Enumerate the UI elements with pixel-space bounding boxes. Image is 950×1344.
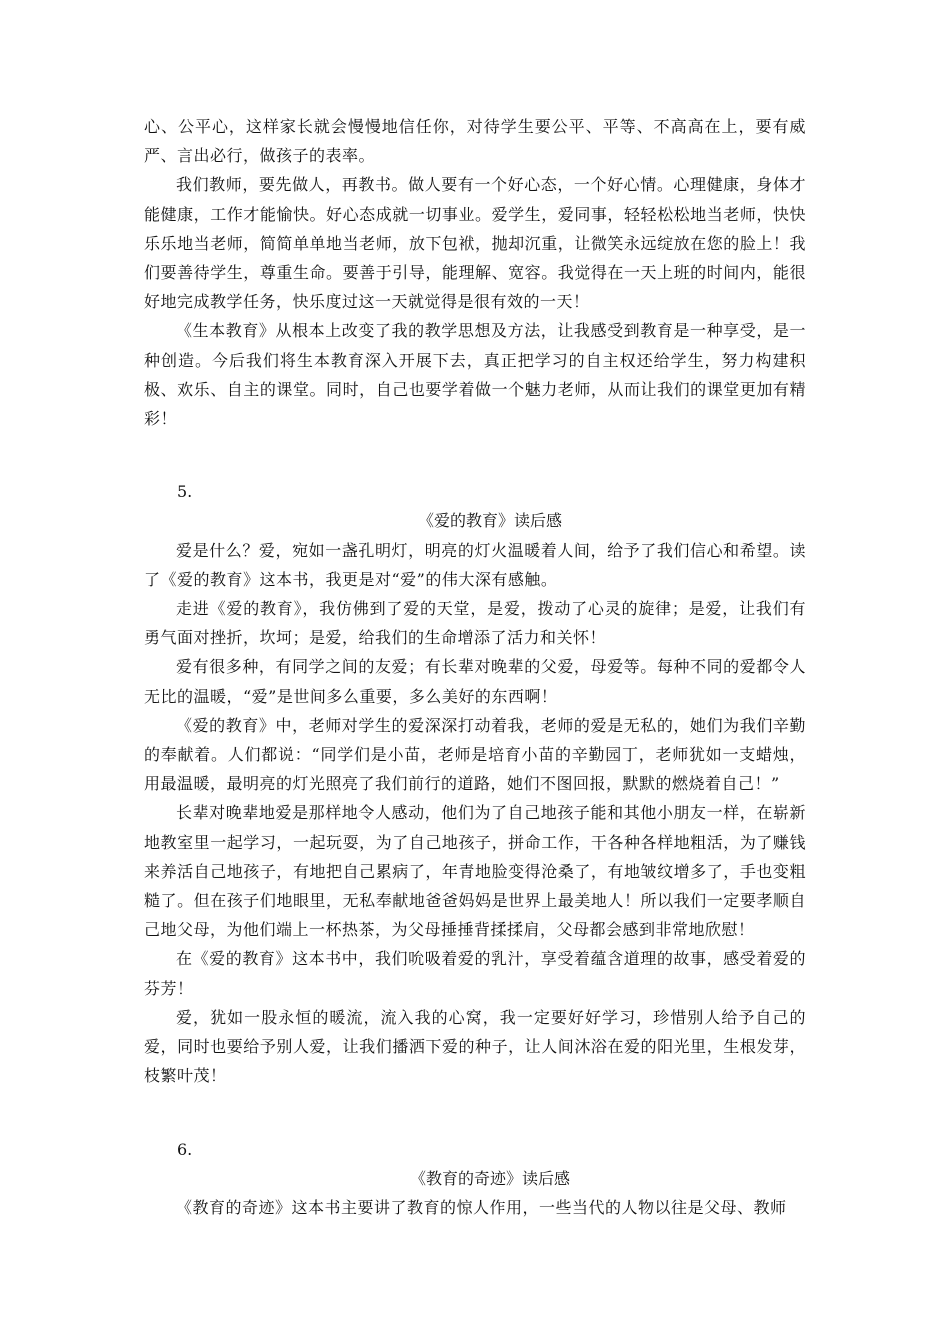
paragraph: 《生本教育》从根本上改变了我的教学思想及方法，让我感受到教育是一种享受，是一种创造。今后我们将生本教育深入开展下去，真正把学习的自主权还给学生，努力构建积极、欢乐、自主的课堂。同时，自己也要学着做一个魅力老师，从而让我们的课堂更加有精彩！ [144,321,806,429]
paragraph: 在《爱的教育》这本书中，我们吮吸着爱的乳汁，享受着蕴含道理的故事，感受着爱的芬芳！ [144,949,806,998]
paragraph: 《爱的教育》中，老师对学生的爱深深打动着我，老师的爱是无私的，她们为我们辛勤的奉献着。人们都说：“同学们是小苗，老师是培育小苗的辛勤园丁，老师犹如一支蜡烛，用最温暖，最明亮的灯光照亮了我们前行的道路，她们不图回报，默默的燃烧着自己！” [144,715,806,794]
paragraph: 爱是什么？爱，宛如一盏孔明灯，明亮的灯火温暖着人间，给予了我们信心和希望。读了《爱的教育》这本书，我更是对“爱”的伟大深有感触。 [144,540,806,589]
section-spacer [144,1091,806,1135]
paragraph: 《教育的奇迹》这本书主要讲了教育的惊人作用，一些当代的人物以往是父母、教师 [176,1197,787,1217]
paragraph: 爱，犹如一股永恒的暖流，流入我的心窝，我一定要好好学习，珍惜别人给予自己的爱，同时也要给予别人爱，让我们播洒下爱的种子，让人间沐浴在爱的阳光里，生根发芽，枝繁叶茂！ [144,1007,806,1086]
paragraph: 长辈对晚辈地爱是那样地令人感动，他们为了自己地孩子能和其他小朋友一样，在崭新地教室里一起学习，一起玩耍，为了自己地孩子，拼命工作，干各种各样地粗活，为了赚钱来养活自己地孩子，有地把自己累病了，年青地脸变得沧桑了，有地皱纹增多了，手也变粗糙了。但在孩子们地眼里，无私奉献地爸爸妈妈是世界上最美地人！所以我们一定要孝顺自己地父母，为他们端上一杯热茶，为父母捶捶背揉揉肩，父母都会感到非常地欣慰！ [144,803,806,940]
paragraph: 我们教师，要先做人，再教书。做人要有一个好心态，一个好心情。心理健康，身体才能健康，工作才能愉快。好心态成就一切事业。爱学生，爱同事，轻轻松松地当老师，快快乐乐地当老师，简简单单地当老师，放下包袱，抛却沉重，让微笑永远绽放在您的脸上！我们要善待学生，尊重生命。要善于引导，能理解、宽容。我觉得在一天上班的时间内，能很好地完成教学任务，快乐度过这一天就觉得是很有效的一天！ [144,175,806,312]
section-number: 5. [177,482,193,502]
paragraph: 心、公平心，这样家长就会慢慢地信任你，对待学生要公平、平等、不高高在上，要有威严、言出必行，做孩子的表率。 [144,117,806,166]
paragraph: 爱有很多种，有同学之间的友爱；有长辈对晚辈的父爱，母爱等。每种不同的爱都令人无比的温暖，“爱”是世间多么重要，多么美好的东西啊！ [144,657,806,706]
section-number: 6. [177,1139,193,1159]
section-title: 《爱的教育》读后感 [417,511,562,531]
section-spacer [144,433,806,477]
paragraph: 走进《爱的教育》，我仿佛到了爱的天堂，是爱，拨动了心灵的旋律；是爱，让我们有勇气面对挫折，坎坷；是爱，给我们的生命增添了活力和关怀！ [144,599,806,648]
section-title: 《教育的奇迹》读后感 [409,1168,570,1188]
document-page [144,112,806,1222]
